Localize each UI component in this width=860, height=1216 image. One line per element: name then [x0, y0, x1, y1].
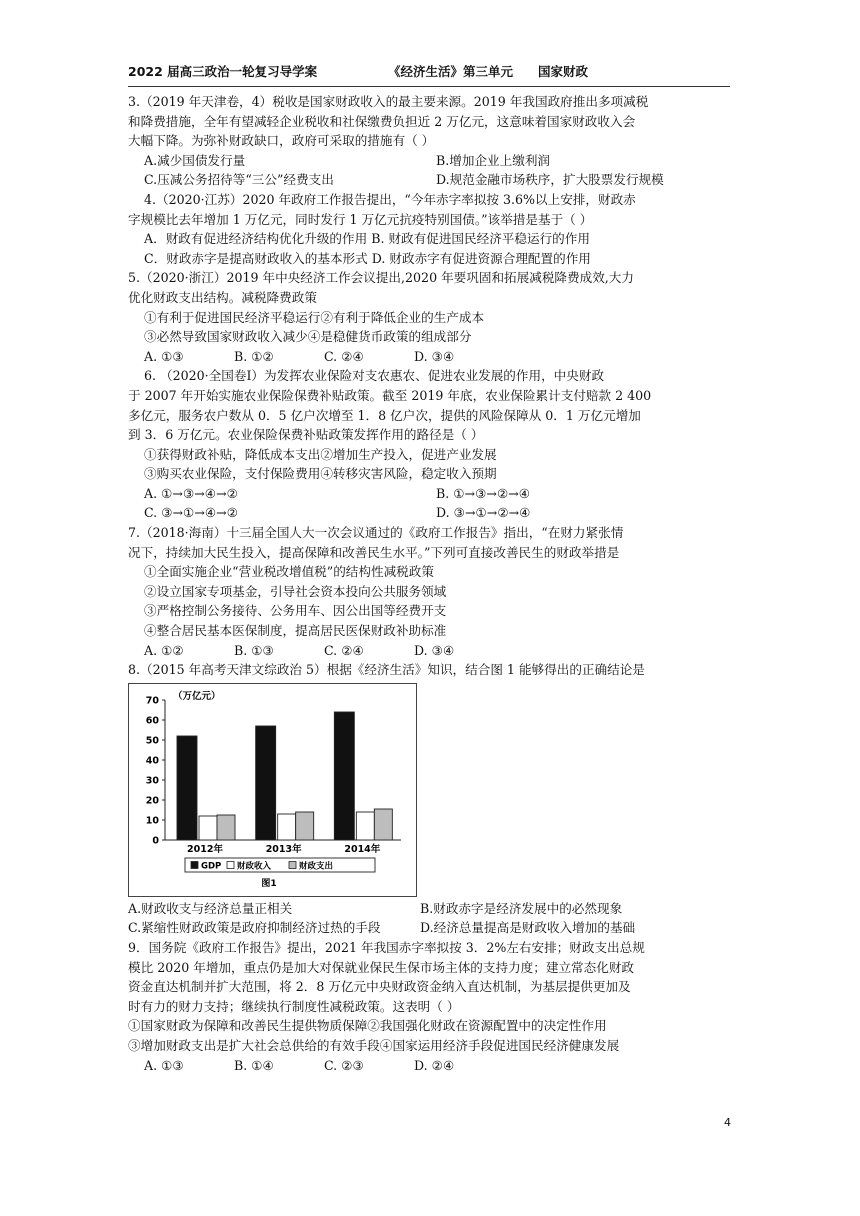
bar-expenditure — [374, 809, 392, 840]
option-c: C. ②④ — [324, 348, 364, 364]
option-cd: C．财政赤字是提高财政收入的基本形式 D. 财政赤字有促进资源合理配置的作用 — [144, 250, 591, 266]
options-row — [128, 641, 738, 661]
option-a: A. ①③ — [144, 1057, 184, 1073]
x-tick-label: 2013年 — [265, 843, 302, 855]
statement-line: ①有利于促进国民经济平稳运行②有利于降低企业的生产成本 — [144, 309, 485, 325]
legend-label: 财政收入 — [237, 861, 272, 872]
option-a: A.减少国债发行量 — [144, 152, 246, 168]
statement-line: ③增加财政支出是扩大社会总供给的有效手段④国家运用经济手段促进国民经济健康发展 — [128, 1037, 620, 1053]
option-ab: A．财政有促进经济结构优化升级的作用 B. 财政有促进国民经济平稳运行的作用 — [144, 231, 590, 247]
options-row — [128, 1056, 738, 1076]
option-d: D.经济总量提高是财政收入增加的基础 — [420, 920, 636, 936]
y-tick-label: 0 — [152, 835, 159, 847]
legend-label: GDP — [201, 861, 222, 872]
y-tick-label: 30 — [145, 775, 159, 787]
question-stem-line: 模比 2020 年增加，重点仍是加大对保就业保民生保市场主体的支持力度；建立常态化财政 — [128, 959, 635, 975]
y-tick-label: 20 — [145, 795, 159, 807]
y-tick-label: 70 — [145, 695, 159, 707]
question-stem-line: 优化财政支出结构。减税降费政策 — [128, 289, 317, 305]
option-b: B.增加企业上缴利润 — [436, 152, 551, 168]
question-8 — [128, 660, 738, 938]
question-stem-line: 资金直达机制并扩大范围，将 2．8 万亿元中央财政资金纳入直达机制，为基层提供更加及 — [128, 979, 631, 995]
bar-gdp — [334, 712, 354, 840]
page-number: 4 — [724, 1116, 731, 1129]
option-b: B.财政赤字是经济发展中的必然现象 — [420, 900, 623, 916]
header-left: 2022 届高三政治一轮复习导学案 — [128, 64, 318, 79]
question-stem-line: 大幅下降。为弥补财政缺口，政府可采取的措施有（ ） — [128, 133, 435, 149]
bar-chart — [129, 684, 416, 896]
question-stem-line: 4.（2020·江苏）2020 年政府工作报告提出，“今年赤字率拟按 3.6%以上安排，财政赤 — [144, 191, 636, 207]
option-d: D. ③④ — [414, 642, 455, 658]
figure-caption: 图1 — [261, 878, 277, 889]
question-stem-line: 时有力的财力支持；继续执行制度性减税政策。这表明（ ） — [128, 998, 460, 1014]
statement-line: ④整合居民基本医保制度，提高居民医保财政补助标准 — [144, 623, 447, 639]
question-7 — [128, 523, 738, 660]
statement-line: ③严格控制公务接待、公务用车、因公出国等经费开支 — [144, 603, 447, 619]
option-b: B. ①② — [234, 348, 274, 364]
question-stem-line: 多亿元，服务农户数从 0．5 亿户次增至 1．8 亿户次，提供的风险保障从 0．1 万亿元增加 — [128, 407, 641, 423]
option-d: D. ③→①→②→④ — [436, 505, 531, 521]
statement-line: ③购买农业保险，支付保险费用④转移灾害风险，稳定收入预期 — [144, 466, 497, 482]
option-c: C. ②④ — [324, 642, 364, 658]
legend-swatch — [191, 861, 198, 868]
question-stem-line: 9．国务院《政府工作报告》提出，2021 年我国赤字率拟按 3．2%左右安排；财政支出总规 — [128, 940, 645, 955]
statement-line: ③必然导致国家财政收入减少④是稳健货币政策的组成部分 — [144, 329, 472, 345]
question-stem-line: 字规模比去年增加 1 万亿元，同时发行 1 万亿元抗疫特别国债。”该举措是基于（ ） — [128, 211, 593, 227]
worksheet-body — [128, 92, 738, 1075]
option-b: B. ①③ — [234, 642, 274, 658]
y-unit-label: （万亿元） — [173, 690, 221, 702]
question-3 — [128, 92, 738, 190]
option-c: C.压减公务招待等“三公”经费支出 — [144, 172, 334, 188]
question-6 — [128, 366, 738, 523]
bar-gdp — [177, 736, 197, 840]
legend-swatch — [289, 861, 296, 868]
y-tick-label: 40 — [145, 755, 159, 767]
header-right: 国家财政 — [538, 64, 589, 79]
bar-expenditure — [217, 815, 235, 840]
y-tick-label: 60 — [145, 715, 159, 727]
y-tick-label: 50 — [145, 735, 159, 747]
question-stem-line: 和降费措施，全年有望减轻企业税收和社保缴费负担近 2 万亿元，这意味着国家财政收入会 — [128, 113, 636, 129]
question-stem-line: 3.（2019 年天津卷，4）税收是国家财政收入的最主要来源。2019 年我国政府推出多项减税 — [128, 94, 649, 109]
bar-expenditure — [296, 812, 314, 840]
question-5 — [128, 268, 738, 366]
option-d: D.规范金融市场秩序，扩大股票发行规模 — [436, 172, 664, 188]
statement-line: ①全面实施企业“营业税改增值税”的结构性减税政策 — [144, 564, 434, 580]
header-middle: 《经济生活》第三单元 — [388, 64, 514, 79]
question-stem-line: 于 2007 年开始实施农业保险保费补贴政策。截至 2019 年底，农业保险累计支付赔款 2 400 — [128, 387, 652, 403]
statement-line: ②设立国家专项基金，引导社会资本投向公共服务领域 — [144, 583, 447, 599]
option-d: D. ③④ — [414, 348, 455, 364]
question-4 — [128, 190, 738, 268]
options-row — [128, 347, 738, 367]
question-stem-line: 5.（2020·浙江）2019 年中央经济工作会议提出,2020 年要巩固和拓展减税降费成效,大力 — [128, 270, 634, 286]
option-a: A. ①→③→④→② — [144, 485, 238, 501]
bar-chart-figure — [128, 683, 417, 897]
x-tick-label: 2014年 — [344, 843, 381, 855]
question-stem-line: 到 3．6 万亿元。农业保险保费补贴政策发挥作用的路径是（ ） — [128, 427, 484, 443]
y-tick-label: 10 — [145, 815, 159, 827]
legend-swatch — [227, 861, 234, 868]
bar-revenue — [199, 816, 217, 840]
bar-gdp — [256, 726, 276, 840]
option-a: A. ①② — [144, 642, 184, 658]
option-c: C. ③→①→④→② — [144, 505, 239, 521]
question-stem-line: 7.（2018·海南）十三届全国人大一次会议通过的《政府工作报告》指出，“在财力紧张情 — [128, 525, 624, 541]
question-stem-line: 8.（2015 年高考天津文综政治 5）根据《经济生活》知识，结合图 1 能够得出的正确结论是 — [128, 662, 645, 678]
question-stem-line: 况下，持续加大民生投入，提高保障和改善民生水平。”下列可直接改善民生的财政举措是 — [128, 544, 620, 560]
statement-line: ①获得财政补贴，降低成本支出②增加生产投入，促进产业发展 — [144, 446, 497, 462]
option-c: C. ②③ — [324, 1057, 364, 1073]
bar-revenue — [356, 812, 374, 840]
option-b: B. ①→③→②→④ — [436, 485, 531, 501]
question-stem-line: 6. （2020·全国卷Ⅰ）为发挥农业保险对支农惠农、促进农业发展的作用，中央财政 — [144, 368, 605, 384]
option-a: A. ①③ — [144, 348, 184, 364]
option-b: B. ①④ — [234, 1057, 274, 1073]
header-rule — [128, 86, 730, 87]
option-a: A.财政收支与经济总量正相关 — [128, 900, 293, 916]
x-tick-label: 2012年 — [187, 843, 223, 855]
bar-revenue — [278, 814, 296, 840]
question-9 — [128, 938, 738, 1075]
legend-label: 财政支出 — [299, 861, 334, 872]
option-d: D. ②④ — [414, 1057, 455, 1073]
option-c: C.紧缩性财政政策是政府抑制经济过热的手段 — [128, 920, 381, 936]
statement-line: ①国家财政为保障和改善民生提供物质保障②我国强化财政在资源配置中的决定性作用 — [128, 1018, 607, 1034]
